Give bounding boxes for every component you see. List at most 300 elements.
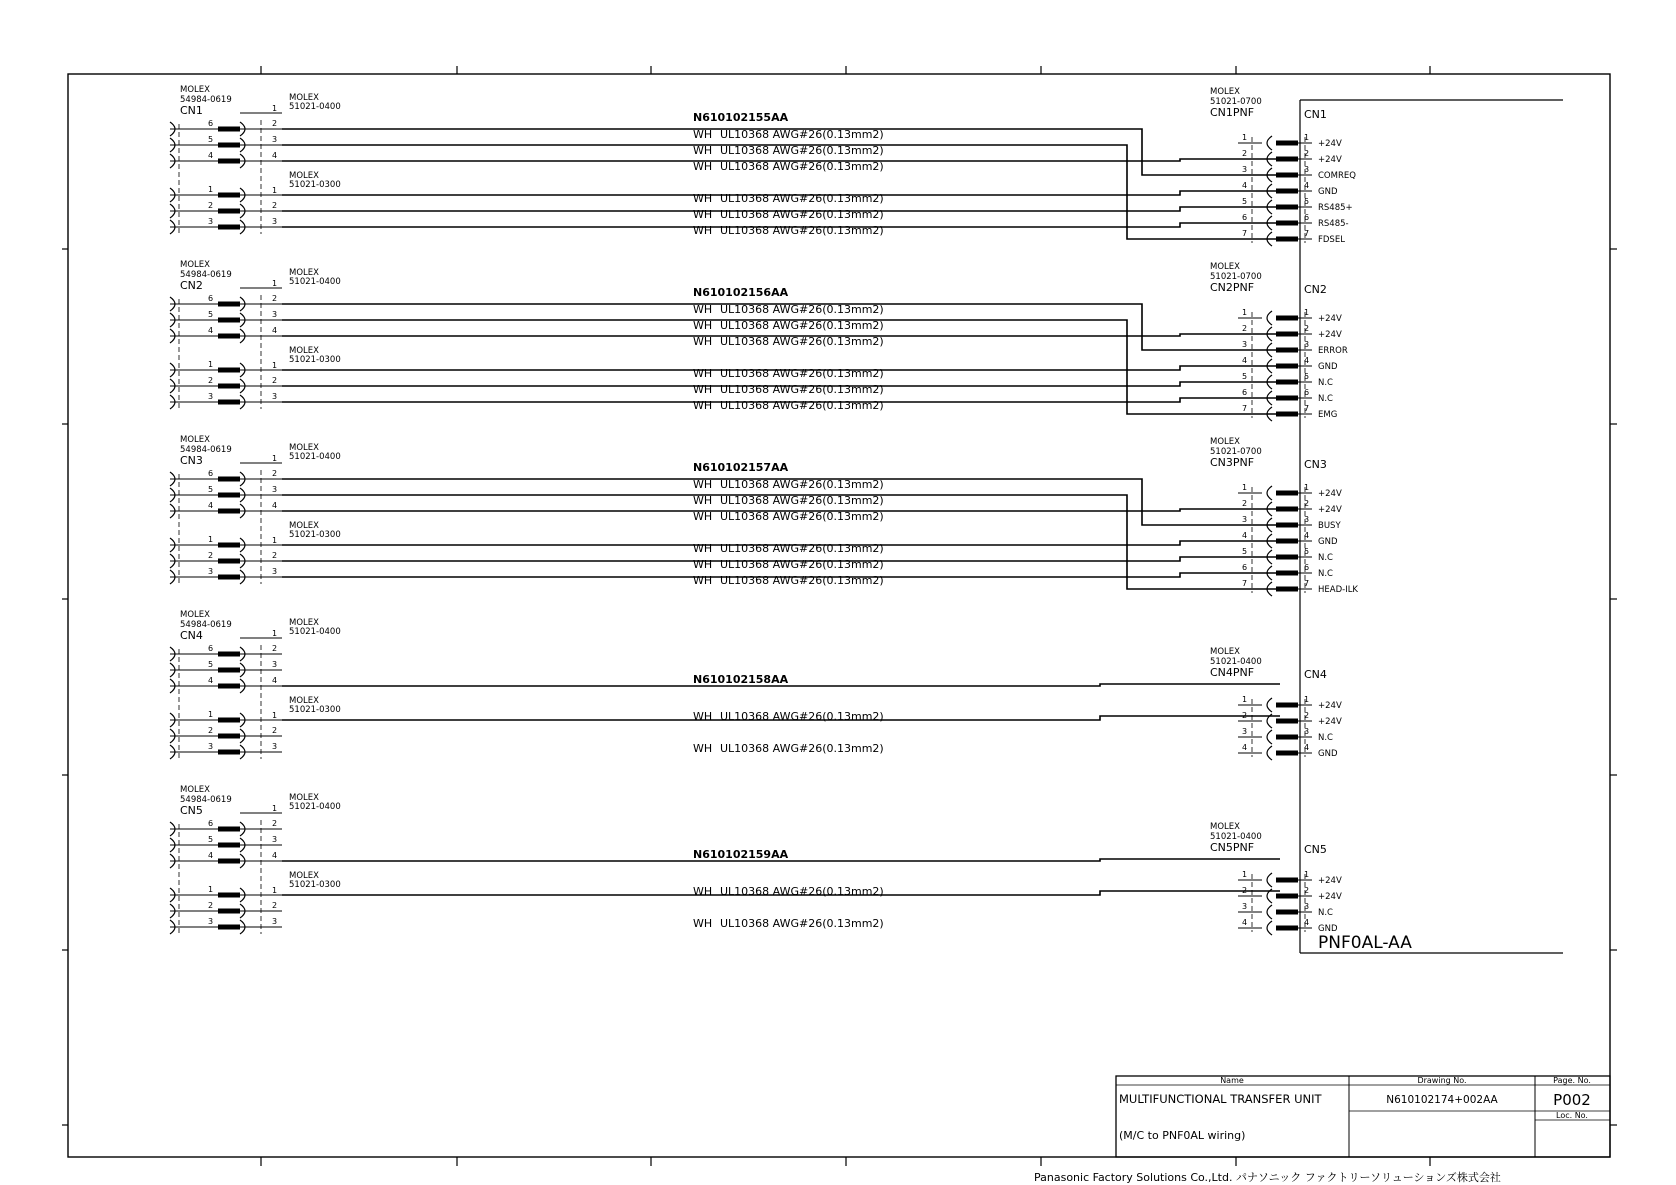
right-pin-label: 1	[1242, 870, 1248, 879]
right-pin-label: 4	[1242, 918, 1248, 927]
left-pin-label: 4	[208, 151, 214, 160]
board-socket	[1267, 136, 1272, 150]
crimp-terminal	[218, 718, 240, 723]
left-pin-label: 6	[208, 294, 214, 303]
right-pin-label: 3	[1242, 727, 1248, 736]
board-terminal	[1276, 221, 1298, 226]
left-connector-label: CN1	[180, 104, 203, 117]
harness-cn3	[170, 435, 1358, 596]
board-pin-number: 1	[1304, 695, 1310, 704]
harness-cn2	[170, 260, 1348, 421]
right-pin-label: 2	[1242, 711, 1248, 720]
board-connector-label: CN3	[1304, 458, 1327, 471]
left-pin-label: 1	[208, 885, 214, 894]
right-pin-label: 7	[1242, 579, 1248, 588]
left-connector-maker: MOLEX	[180, 85, 210, 95]
wire-color: WH	[693, 192, 713, 205]
board-terminal	[1276, 491, 1298, 496]
board-signal-name: GND	[1318, 187, 1338, 197]
harness-cn4	[170, 610, 1342, 760]
left-connector-part: 54984-0619	[180, 445, 232, 455]
board-pin-number: 6	[1304, 213, 1310, 222]
plug-pin-label: 3	[272, 835, 278, 844]
harness-list	[170, 85, 1358, 935]
board-signal-name: N.C	[1318, 378, 1333, 388]
wire-spec: UL10368 AWG#26(0.13mm2)	[720, 224, 884, 237]
board-terminal	[1276, 396, 1298, 401]
right-plug-label: CN2PNF	[1210, 281, 1255, 294]
right-pin-label: 1	[1242, 483, 1248, 492]
board-pin-number: 4	[1304, 181, 1310, 190]
wire-spec: UL10368 AWG#26(0.13mm2)	[720, 917, 884, 930]
left-connector-label: CN4	[180, 629, 203, 642]
left-connector-maker: MOLEX	[180, 260, 210, 270]
plug-pin-label: 3	[272, 660, 278, 669]
board-terminal	[1276, 523, 1298, 528]
board-pin-number: 2	[1304, 149, 1310, 158]
board-terminal	[1276, 735, 1298, 740]
wire-color: WH	[693, 885, 713, 898]
wire-spec: UL10368 AWG#26(0.13mm2)	[720, 335, 884, 348]
right-plug-label: CN5PNF	[1210, 841, 1255, 854]
right-plug-part: 51021-0400	[1210, 657, 1262, 667]
board-signal-name: N.C	[1318, 553, 1333, 563]
lower-plug-part: 51021-0300	[289, 530, 341, 540]
wire-color: WH	[693, 319, 713, 332]
board-terminal	[1276, 926, 1298, 931]
board-connector-label: CN1	[1304, 108, 1327, 121]
right-plug-maker: MOLEX	[1210, 87, 1240, 97]
board-signal-name: BUSY	[1318, 521, 1341, 531]
board-signal-name: +24V	[1318, 155, 1342, 165]
board-pin-number: 7	[1304, 404, 1310, 413]
lower-plug-part: 51021-0300	[289, 880, 341, 890]
board-terminal	[1276, 157, 1298, 162]
wire-spec: UL10368 AWG#26(0.13mm2)	[720, 319, 884, 332]
right-pin-label: 6	[1242, 213, 1248, 222]
board-signal-name: RS485+	[1318, 203, 1353, 213]
board-terminal	[1276, 189, 1298, 194]
board-pin-number: 3	[1304, 165, 1310, 174]
cable-part-number: N610102158AA	[693, 673, 789, 686]
crimp-terminal	[218, 477, 240, 482]
right-pin-label: 3	[1242, 340, 1248, 349]
plug-pin-label: 2	[272, 644, 278, 653]
board-signal-name: +24V	[1318, 489, 1342, 499]
wire-color: WH	[693, 335, 713, 348]
lower-plug-pin-label: 1	[272, 886, 278, 895]
right-plug-part: 51021-0700	[1210, 97, 1262, 107]
company-name: Panasonic Factory Solutions Co.,Ltd. パナソニック ファクトリーソリューションズ株式会社	[1034, 1171, 1501, 1184]
wire-spec: UL10368 AWG#26(0.13mm2)	[720, 558, 884, 571]
left-connector-label: CN5	[180, 804, 203, 817]
wire-spec: UL10368 AWG#26(0.13mm2)	[720, 303, 884, 316]
board-signal-name: +24V	[1318, 701, 1342, 711]
left-pin-label: 6	[208, 469, 214, 478]
wire-color: WH	[693, 510, 713, 523]
board-pin-number: 5	[1304, 197, 1310, 206]
wire-spec: UL10368 AWG#26(0.13mm2)	[720, 160, 884, 173]
board-socket	[1267, 873, 1272, 887]
upper-plug-pin-label: 1	[272, 454, 278, 463]
upper-plug-pin-label: 1	[272, 804, 278, 813]
wire-spec: UL10368 AWG#26(0.13mm2)	[720, 885, 884, 898]
lower-plug-pin-label: 1	[272, 536, 278, 545]
board-connector-label: CN5	[1304, 843, 1327, 856]
plug-pin-label: 2	[272, 726, 278, 735]
cable-part-number: N610102155AA	[693, 111, 789, 124]
wire-spec: UL10368 AWG#26(0.13mm2)	[720, 574, 884, 587]
left-connector-part: 54984-0619	[180, 620, 232, 630]
wire-color: WH	[693, 208, 713, 221]
plug-pin-label: 2	[272, 819, 278, 828]
board-terminal	[1276, 348, 1298, 353]
board-terminal	[1276, 555, 1298, 560]
left-pin-label: 1	[208, 185, 214, 194]
board-signal-name: +24V	[1318, 314, 1342, 324]
left-connector-maker: MOLEX	[180, 610, 210, 620]
upper-plug-part: 51021-0400	[289, 802, 341, 812]
board-signal-name: COMREQ	[1318, 171, 1356, 181]
upper-plug-maker: MOLEX	[289, 618, 319, 628]
plug-pin-label: 3	[272, 392, 278, 401]
wire-color: WH	[693, 558, 713, 571]
board-signal-name: FDSEL	[1318, 235, 1345, 245]
board-terminal	[1276, 751, 1298, 756]
board-terminal	[1276, 173, 1298, 178]
board-terminal	[1276, 380, 1298, 385]
board-signal-name: +24V	[1318, 876, 1342, 886]
left-pin-label: 2	[208, 201, 214, 210]
plug-pin-label: 2	[272, 201, 278, 210]
board-signal-name: N.C	[1318, 733, 1333, 743]
left-pin-label: 1	[208, 535, 214, 544]
wire-spec: UL10368 AWG#26(0.13mm2)	[720, 710, 884, 723]
right-plug-maker: MOLEX	[1210, 262, 1240, 272]
wire-color: WH	[693, 160, 713, 173]
left-connector-label: CN3	[180, 454, 203, 467]
harness-cn1	[170, 85, 1356, 246]
title-page-no: P002	[1553, 1091, 1591, 1109]
plug-pin-label: 3	[272, 310, 278, 319]
wire-spec: UL10368 AWG#26(0.13mm2)	[720, 383, 884, 396]
board-terminal	[1276, 878, 1298, 883]
crimp-terminal	[218, 684, 240, 689]
board-signal-name: GND	[1318, 362, 1338, 372]
board-connector-label: CN2	[1304, 283, 1327, 296]
plug-pin-label: 3	[272, 135, 278, 144]
right-pin-label: 1	[1242, 695, 1248, 704]
board-terminal	[1276, 703, 1298, 708]
left-pin-label: 4	[208, 501, 214, 510]
right-pin-label: 1	[1242, 308, 1248, 317]
wire-color: WH	[693, 542, 713, 555]
crimp-terminal	[218, 400, 240, 405]
lower-plug-maker: MOLEX	[289, 521, 319, 531]
wire-color: WH	[693, 144, 713, 157]
board-socket	[1267, 905, 1272, 919]
board-pin-number: 6	[1304, 388, 1310, 397]
crimp-terminal	[218, 302, 240, 307]
plug-pin-label: 2	[272, 901, 278, 910]
plug-pin-label: 3	[272, 742, 278, 751]
upper-plug-part: 51021-0400	[289, 102, 341, 112]
lower-plug-part: 51021-0300	[289, 355, 341, 365]
board-pin-number: 5	[1304, 372, 1310, 381]
title-name-line1: MULTIFUNCTIONAL TRANSFER UNIT	[1119, 1092, 1322, 1106]
wire-color: WH	[693, 383, 713, 396]
harness-cn5	[170, 785, 1342, 935]
plug-pin-label: 3	[272, 485, 278, 494]
cable-part-number: N610102157AA	[693, 461, 789, 474]
left-pin-label: 6	[208, 644, 214, 653]
plug-pin-label: 2	[272, 119, 278, 128]
lower-plug-maker: MOLEX	[289, 346, 319, 356]
upper-plug-part: 51021-0400	[289, 627, 341, 637]
board-socket	[1267, 486, 1272, 500]
board-pin-number: 3	[1304, 340, 1310, 349]
right-pin-label: 7	[1242, 229, 1248, 238]
board-socket	[1267, 746, 1272, 760]
right-pin-label: 5	[1242, 372, 1248, 381]
upper-plug-pin-label: 1	[272, 279, 278, 288]
lower-plug-part: 51021-0300	[289, 180, 341, 190]
plug-pin-label: 2	[272, 294, 278, 303]
board-signal-name: HEAD-ILK	[1318, 585, 1359, 595]
board-pin-number: 2	[1304, 886, 1310, 895]
wire-color: WH	[693, 399, 713, 412]
wire-spec: UL10368 AWG#26(0.13mm2)	[720, 478, 884, 491]
left-pin-label: 3	[208, 567, 214, 576]
plug-pin-label: 3	[272, 567, 278, 576]
plug-pin-label: 3	[272, 917, 278, 926]
plug-pin-label: 4	[272, 151, 278, 160]
crimp-terminal	[218, 368, 240, 373]
wire-color: WH	[693, 303, 713, 316]
crimp-terminal	[218, 493, 240, 498]
wire-spec: UL10368 AWG#26(0.13mm2)	[720, 128, 884, 141]
board-signal-name: RS485-	[1318, 219, 1349, 229]
right-pin-label: 6	[1242, 388, 1248, 397]
board-terminal	[1276, 364, 1298, 369]
right-pin-label: 7	[1242, 404, 1248, 413]
board-pin-number: 2	[1304, 499, 1310, 508]
crimp-terminal	[218, 843, 240, 848]
title-block	[1116, 1076, 1610, 1157]
board-connector-label: CN4	[1304, 668, 1327, 681]
upper-plug-part: 51021-0400	[289, 277, 341, 287]
crimp-terminal	[218, 209, 240, 214]
wire-spec: UL10368 AWG#26(0.13mm2)	[720, 494, 884, 507]
board-pin-number: 7	[1304, 579, 1310, 588]
board-signal-name: GND	[1318, 537, 1338, 547]
board-signal-name: +24V	[1318, 717, 1342, 727]
wire-spec: UL10368 AWG#26(0.13mm2)	[720, 510, 884, 523]
left-pin-label: 5	[208, 835, 214, 844]
board-terminal	[1276, 412, 1298, 417]
right-pin-label: 4	[1242, 356, 1248, 365]
board-pin-number: 3	[1304, 727, 1310, 736]
right-pin-label: 5	[1242, 547, 1248, 556]
right-pin-label: 4	[1242, 743, 1248, 752]
lower-plug-maker: MOLEX	[289, 171, 319, 181]
left-pin-label: 2	[208, 726, 214, 735]
board-terminal	[1276, 237, 1298, 242]
crimp-terminal	[218, 193, 240, 198]
title-drawing-no: N610102174+002AA	[1386, 1094, 1498, 1106]
left-pin-label: 4	[208, 676, 214, 685]
wire-color: WH	[693, 478, 713, 491]
wire-spec: UL10368 AWG#26(0.13mm2)	[720, 742, 884, 755]
right-pin-label: 2	[1242, 149, 1248, 158]
wire-color: WH	[693, 574, 713, 587]
board-pin-number: 2	[1304, 324, 1310, 333]
board-socket	[1267, 730, 1272, 744]
board-pin-number: 4	[1304, 356, 1310, 365]
left-pin-label: 6	[208, 819, 214, 828]
wire-spec: UL10368 AWG#26(0.13mm2)	[720, 367, 884, 380]
plug-pin-label: 4	[272, 501, 278, 510]
crimp-terminal	[218, 893, 240, 898]
right-plug-part: 51021-0400	[1210, 832, 1262, 842]
left-pin-label: 2	[208, 551, 214, 560]
left-pin-label: 5	[208, 660, 214, 669]
board-pin-number: 1	[1304, 870, 1310, 879]
board-signal-name: +24V	[1318, 139, 1342, 149]
plug-pin-label: 3	[272, 217, 278, 226]
crimp-terminal	[218, 827, 240, 832]
left-connector-part: 54984-0619	[180, 95, 232, 105]
board-signal-name: ERROR	[1318, 346, 1348, 356]
upper-plug-pin-label: 1	[272, 629, 278, 638]
board-terminal	[1276, 571, 1298, 576]
crimp-terminal	[218, 559, 240, 564]
crimp-terminal	[218, 334, 240, 339]
board-signal-name: N.C	[1318, 908, 1333, 918]
wire-color: WH	[693, 494, 713, 507]
right-pin-label: 6	[1242, 563, 1248, 572]
crimp-terminal	[218, 159, 240, 164]
left-pin-label: 3	[208, 392, 214, 401]
title-page-no-header: Page. No.	[1553, 1076, 1591, 1085]
right-pin-label: 4	[1242, 181, 1248, 190]
right-plug-label: CN1PNF	[1210, 106, 1255, 119]
board-terminal	[1276, 316, 1298, 321]
board-terminal	[1276, 894, 1298, 899]
right-plug-part: 51021-0700	[1210, 272, 1262, 282]
upper-plug-maker: MOLEX	[289, 793, 319, 803]
wire-color: WH	[693, 128, 713, 141]
plug-pin-label: 2	[272, 469, 278, 478]
upper-plug-pin-label: 1	[272, 104, 278, 113]
board-pin-number: 4	[1304, 743, 1310, 752]
wire-spec: UL10368 AWG#26(0.13mm2)	[720, 399, 884, 412]
wire-color: WH	[693, 367, 713, 380]
right-pin-label: 4	[1242, 531, 1248, 540]
cable-part-number: N610102156AA	[693, 286, 789, 299]
wire-color: WH	[693, 224, 713, 237]
board-pin-number: 6	[1304, 563, 1310, 572]
board-pin-number: 1	[1304, 308, 1310, 317]
right-pin-label: 3	[1242, 165, 1248, 174]
lower-plug-pin-label: 1	[272, 186, 278, 195]
left-pin-label: 3	[208, 917, 214, 926]
left-pin-label: 5	[208, 485, 214, 494]
plug-pin-label: 4	[272, 326, 278, 335]
lower-plug-maker: MOLEX	[289, 871, 319, 881]
board-pin-number: 2	[1304, 711, 1310, 720]
cable-part-number: N610102159AA	[693, 848, 789, 861]
board-signal-name: GND	[1318, 749, 1338, 759]
crimp-terminal	[218, 750, 240, 755]
plug-pin-label: 2	[272, 551, 278, 560]
board-terminal	[1276, 719, 1298, 724]
crimp-terminal	[218, 734, 240, 739]
plug-pin-label: 2	[272, 376, 278, 385]
upper-plug-maker: MOLEX	[289, 268, 319, 278]
right-pin-label: 2	[1242, 499, 1248, 508]
board-terminal	[1276, 910, 1298, 915]
right-pin-label: 3	[1242, 515, 1248, 524]
plug-pin-label: 4	[272, 676, 278, 685]
crimp-terminal	[218, 127, 240, 132]
right-plug-maker: MOLEX	[1210, 437, 1240, 447]
board-signal-name: GND	[1318, 924, 1338, 934]
wire-color: WH	[693, 710, 713, 723]
left-pin-label: 4	[208, 851, 214, 860]
lower-plug-pin-label: 1	[272, 711, 278, 720]
right-plug-part: 51021-0700	[1210, 447, 1262, 457]
right-plug-maker: MOLEX	[1210, 822, 1240, 832]
crimp-terminal	[218, 909, 240, 914]
right-pin-label: 5	[1242, 197, 1248, 206]
right-pin-label: 1	[1242, 133, 1248, 142]
board-pin-number: 3	[1304, 515, 1310, 524]
left-connector-part: 54984-0619	[180, 270, 232, 280]
board-socket	[1267, 698, 1272, 712]
left-connector-maker: MOLEX	[180, 435, 210, 445]
left-connector-maker: MOLEX	[180, 785, 210, 795]
left-pin-label: 5	[208, 310, 214, 319]
crimp-terminal	[218, 143, 240, 148]
board-socket	[1267, 921, 1272, 935]
left-pin-label: 2	[208, 376, 214, 385]
wire-spec: UL10368 AWG#26(0.13mm2)	[720, 542, 884, 555]
crimp-terminal	[218, 509, 240, 514]
board-terminal	[1276, 587, 1298, 592]
wire-color: WH	[693, 742, 713, 755]
board-pin-number: 4	[1304, 531, 1310, 540]
board-pin-number: 1	[1304, 483, 1310, 492]
right-pin-label: 2	[1242, 886, 1248, 895]
board-pin-number: 5	[1304, 547, 1310, 556]
left-pin-label: 5	[208, 135, 214, 144]
wire-spec: UL10368 AWG#26(0.13mm2)	[720, 144, 884, 157]
board-signal-name: N.C	[1318, 394, 1333, 404]
left-pin-label: 3	[208, 742, 214, 751]
title-drawing-no-header: Drawing No.	[1417, 1076, 1467, 1085]
board-signal-name: +24V	[1318, 505, 1342, 515]
left-connector-part: 54984-0619	[180, 795, 232, 805]
crimp-terminal	[218, 384, 240, 389]
right-pin-label: 2	[1242, 324, 1248, 333]
crimp-terminal	[218, 225, 240, 230]
board-name: PNF0AL-AA	[1318, 933, 1412, 953]
upper-plug-maker: MOLEX	[289, 93, 319, 103]
right-plug-maker: MOLEX	[1210, 647, 1240, 657]
left-pin-label: 4	[208, 326, 214, 335]
crimp-terminal	[218, 575, 240, 580]
